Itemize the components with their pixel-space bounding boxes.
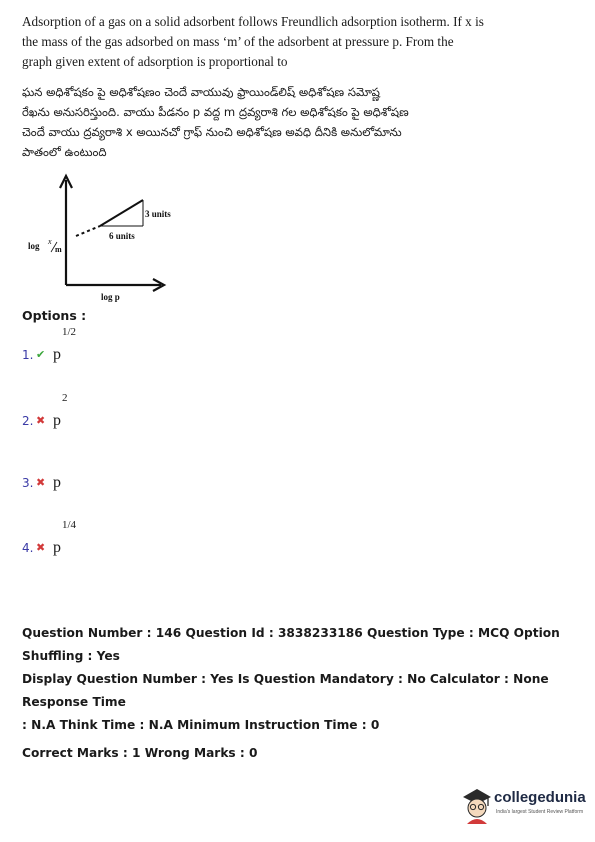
question-metadata	[22, 622, 578, 765]
question-text-telugu	[22, 82, 582, 162]
option-value	[53, 474, 61, 492]
intercept-dashed-line	[76, 226, 100, 236]
option-value	[53, 519, 77, 557]
option-value	[53, 326, 77, 364]
option-number: 4.	[22, 541, 34, 555]
question-line: చెందే వాయు ద్రవ్యరాశి x అయినచో గ్రాఫ్ నుంచి అధిశోషణ అవధి దీనికి అనులోమాను	[22, 125, 402, 139]
question-line: the mass of the gas adsorbed on mass ‘m’ of the adsorbent at pressure p. From the	[22, 34, 454, 49]
metadata-line: Question Number : 146 Question Id : 3838233186 Question Type : MCQ Option Shuffling : Yes	[22, 626, 560, 663]
option-number: 2.	[22, 414, 34, 428]
question-line: రేఖను అనుసరిస్తుంది. వాయు పీడనం p వద్ద m ద్రవ్యరాశి గల అధిశోషకం పై అధిశోషణ	[22, 105, 409, 119]
rise-label: 3 units	[145, 209, 171, 219]
metadata-line: Display Question Number : Yes Is Question Mandatory : No Calculator : None Response Time	[22, 672, 549, 709]
x-axis-label: log p	[101, 292, 120, 302]
metadata-line: Correct Marks : 1 Wrong Marks : 0	[22, 746, 258, 760]
option-number: 1.	[22, 348, 34, 362]
logo-tagline: India's largest Student Review Platform	[496, 809, 584, 815]
question-line: Adsorption of a gas on a solid adsorbent follows Freundlich adsorption isotherm. If x is	[22, 14, 484, 29]
options-heading: Options :	[22, 308, 87, 323]
y-axis-label-log: log	[28, 241, 40, 251]
y-axis-label-x: x	[48, 237, 52, 246]
correct-check-icon: ✔	[36, 348, 46, 361]
option-exponent: 1/4	[62, 519, 77, 531]
wrong-cross-icon: ✖	[36, 541, 46, 554]
question-text-english	[22, 12, 582, 72]
metadata-line: : N.A Think Time : N.A Minimum Instruction Time : 0	[22, 718, 380, 732]
question-line: graph given extent of adsorption is proportional to	[22, 54, 288, 69]
option-base: p	[53, 412, 61, 429]
question-line: పాతంలో ఉంటుంది	[22, 145, 107, 159]
option-base: p	[53, 346, 61, 363]
option-number: 3.	[22, 476, 34, 490]
y-axis-label-m: m	[55, 245, 62, 254]
option-base: p	[53, 474, 61, 491]
option-value	[53, 392, 68, 430]
option-exponent: 1/2	[62, 326, 77, 338]
wrong-cross-icon: ✖	[36, 414, 46, 427]
run-label: 6 units	[109, 231, 135, 241]
logo-wordmark: collegedunia	[494, 789, 586, 806]
option-base: p	[53, 539, 61, 556]
graduate-mascot-icon	[460, 786, 494, 826]
collegedunia-logo	[460, 786, 586, 826]
wrong-cross-icon: ✖	[36, 476, 46, 489]
question-line: ఘన అధిశోషకం పై అధిశోషణం చెందే వాయువు ఫ్రాయిండ్‌లిష్ అధిశోషణ సమోష్ణ	[22, 85, 380, 99]
freundlich-graph	[22, 172, 182, 302]
option-exponent: 2	[62, 392, 68, 404]
isotherm-line	[100, 200, 143, 226]
